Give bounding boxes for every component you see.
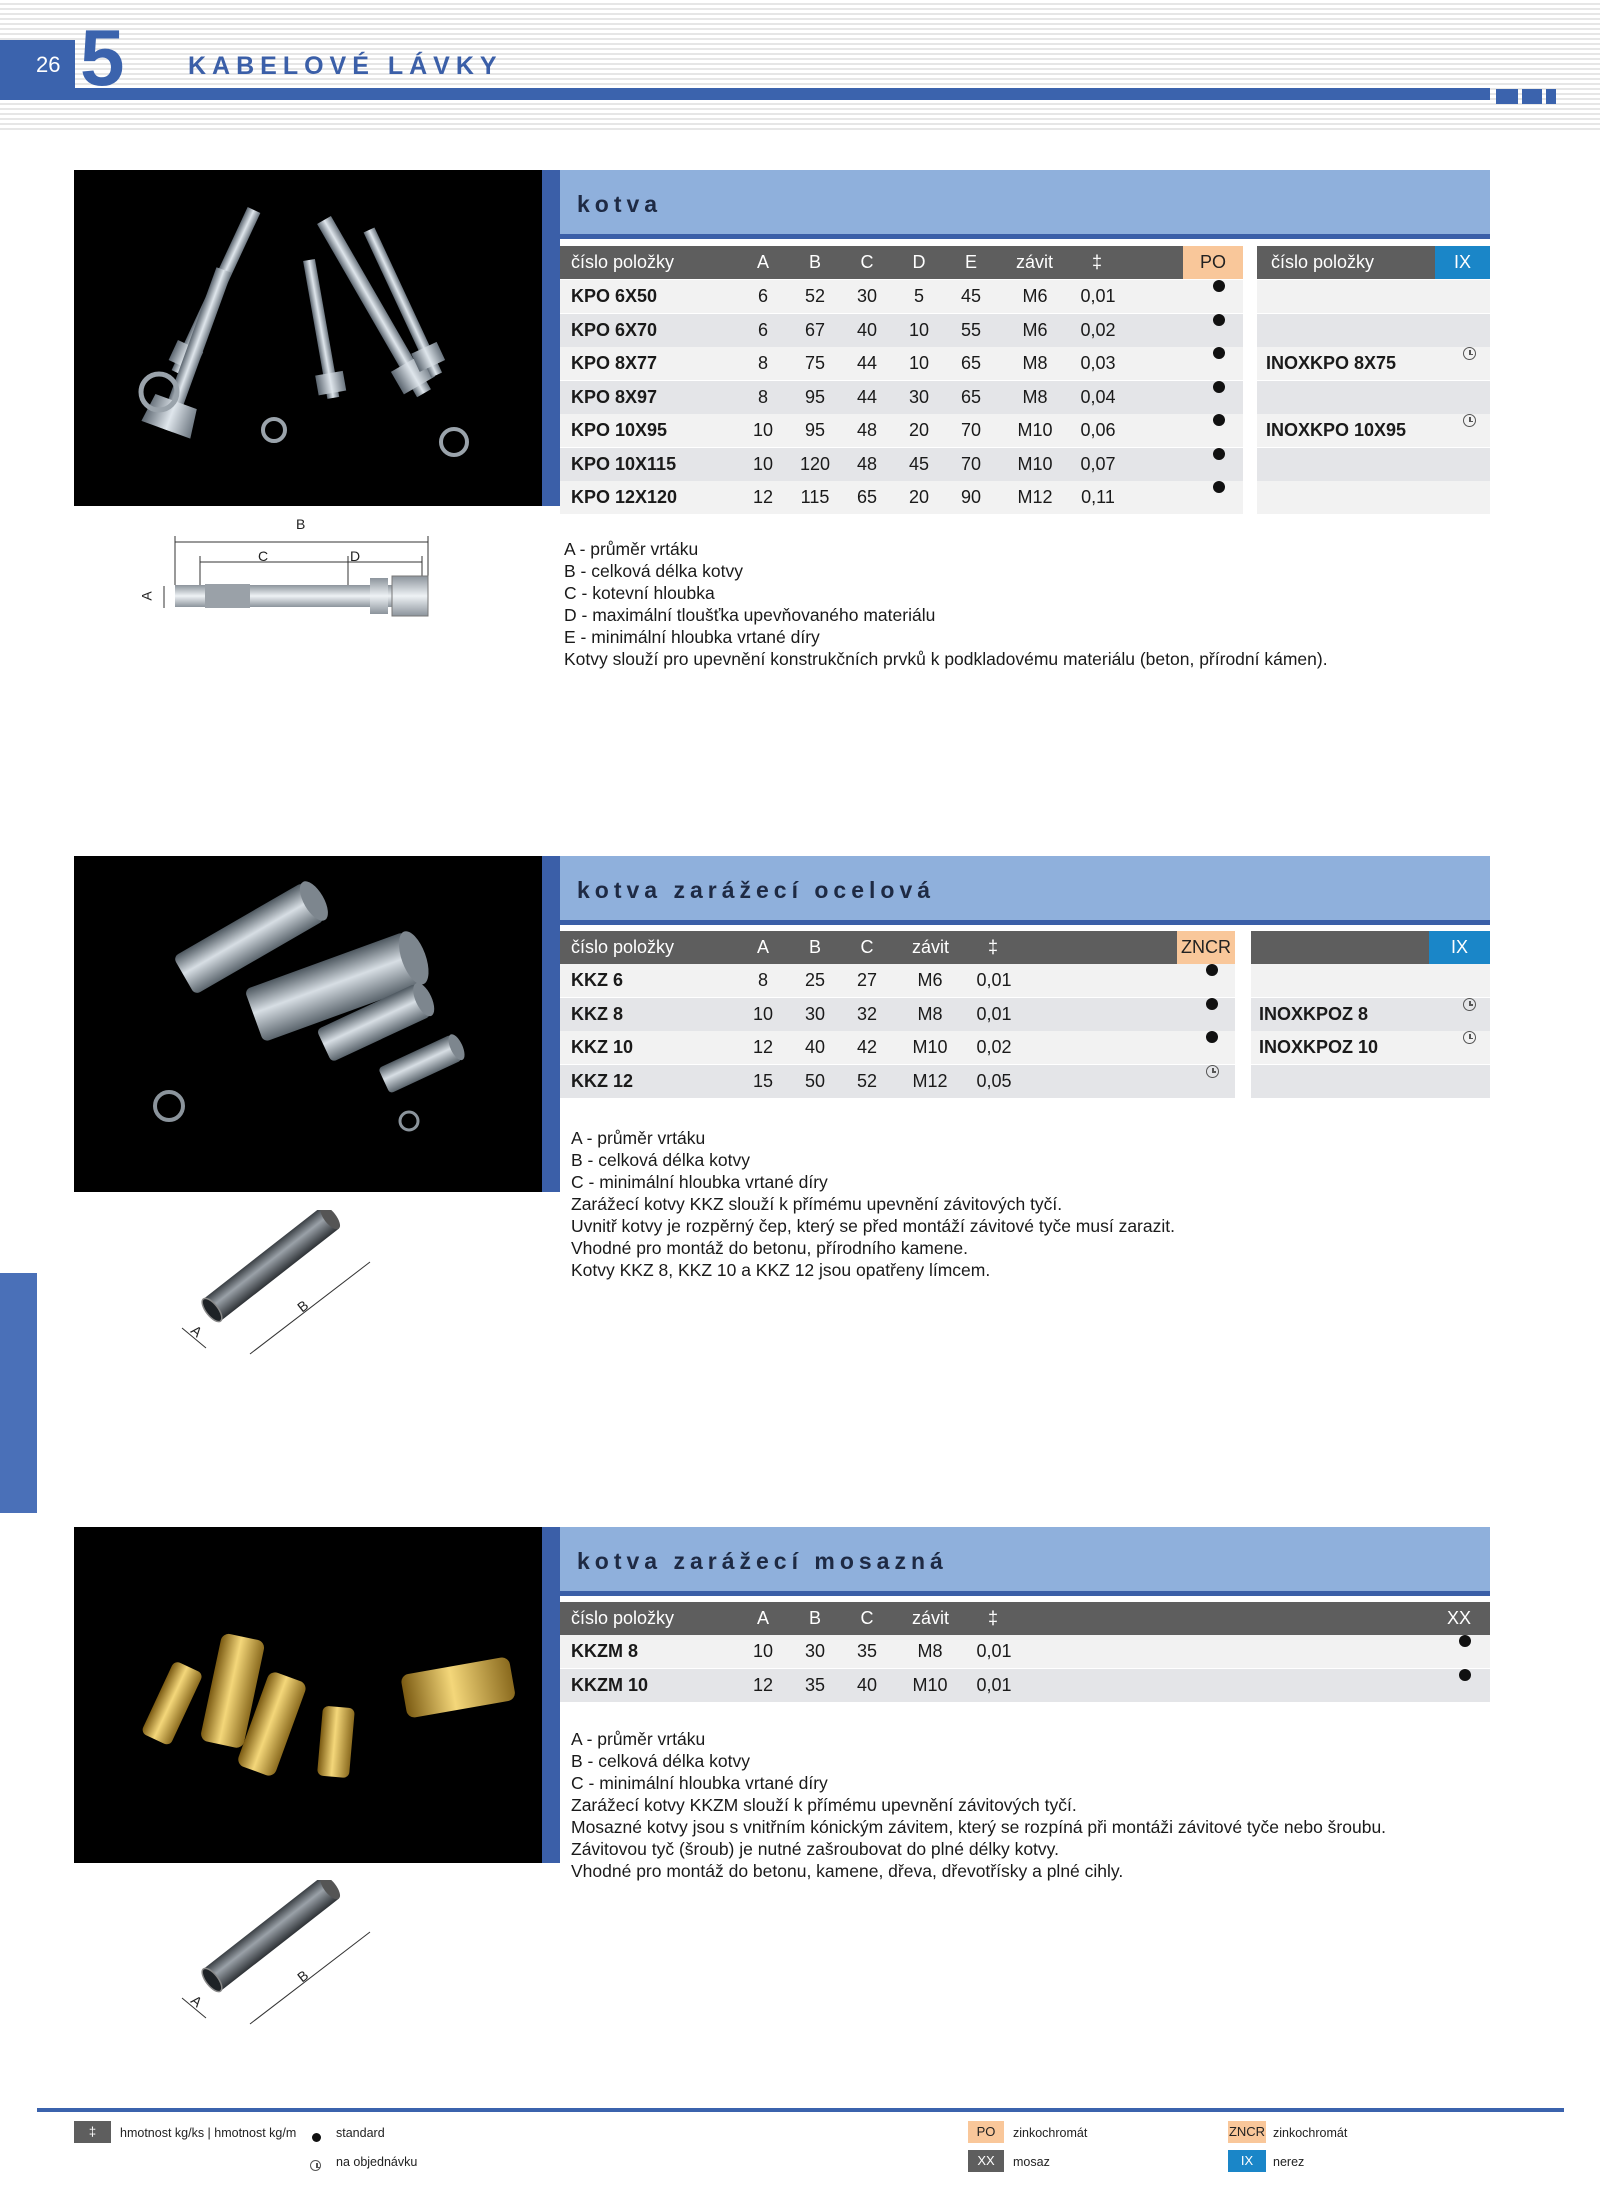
- header-decor-square: [1546, 89, 1556, 104]
- table-row: [560, 280, 1243, 313]
- col-header-b: B: [808, 252, 822, 272]
- cell-weight: 0,04: [1080, 386, 1116, 407]
- description-line: B - celková délka kotvy: [571, 1150, 750, 1170]
- cell-weight: 0,01: [976, 970, 1012, 990]
- table-row: [560, 1031, 1235, 1064]
- cell-c: 65: [856, 487, 878, 507]
- col-header-zncr: ZNCR: [1177, 931, 1235, 964]
- clock-icon: [1463, 414, 1476, 427]
- cell-c: 48: [856, 453, 878, 474]
- ix-item-code: INOXKPOZ 8: [1259, 1003, 1369, 1024]
- cell-thread: M8: [917, 1003, 943, 1024]
- cell-b: 75: [804, 353, 826, 373]
- cell-b: 52: [804, 286, 826, 306]
- standard-dot-icon: [1213, 481, 1225, 493]
- chapter-side-tab: [0, 1273, 37, 1513]
- table-row: [560, 314, 1243, 347]
- weight-icon: ‡: [1091, 252, 1103, 272]
- clock-icon: [1463, 1031, 1476, 1044]
- cell-e: 70: [960, 420, 982, 440]
- cell-a: 6: [757, 286, 769, 306]
- dimension-label-b: B: [294, 1966, 312, 1986]
- clock-icon: [310, 2157, 321, 2175]
- item-code: KPO 10X95: [571, 420, 668, 440]
- cell-a: 12: [752, 487, 774, 507]
- cell-b: 35: [804, 1674, 826, 1695]
- cell-b: 95: [804, 386, 826, 407]
- cell-weight: 0,02: [1080, 319, 1116, 340]
- cell-d: 10: [908, 353, 930, 373]
- cell-e: 65: [960, 386, 982, 407]
- header-decor-square: [1522, 89, 1542, 104]
- description-line: Vhodné pro montáž do betonu, přírodního kamene.: [571, 1238, 968, 1258]
- cell-b: 40: [804, 1037, 826, 1057]
- ix-col-header-item: číslo položky: [1271, 252, 1375, 272]
- description-kotva: [564, 538, 1328, 670]
- chapter-title: KABELOVÉ LÁVKY: [188, 52, 503, 80]
- cell-a: 6: [757, 319, 769, 340]
- ix-table-row: [1257, 481, 1490, 514]
- item-code: KKZM 10: [571, 1674, 649, 1695]
- cell-b: 30: [804, 1003, 826, 1024]
- clock-icon: [1206, 1065, 1219, 1078]
- description-line: Kotvy slouží pro upevnění konstrukčních prvků k podkladovému materiálu (beton, přírodní kámen).: [564, 649, 1328, 669]
- description-line: Závitovou tyč (šroub) je nutné zašroubovat do plné délky kotvy.: [571, 1839, 1059, 1859]
- table-row: [560, 1635, 1490, 1668]
- cell-thread: M10: [1017, 453, 1053, 474]
- item-code: KKZ 6: [571, 970, 624, 990]
- table-row: [560, 964, 1235, 997]
- cell-d: 45: [908, 453, 930, 474]
- col-header-d: D: [912, 252, 926, 272]
- description-kkz: [571, 1127, 1175, 1281]
- cell-b: 50: [804, 1070, 826, 1091]
- item-code: KPO 6X50: [571, 286, 658, 306]
- cell-c: 48: [856, 420, 878, 440]
- standard-dot-icon: [312, 2129, 321, 2147]
- description-kkzm: [571, 1728, 1386, 1882]
- cell-d: 5: [913, 286, 925, 306]
- table-row: [560, 347, 1243, 380]
- dimension-label-c: C: [258, 548, 269, 564]
- cell-weight: 0,05: [976, 1070, 1012, 1091]
- table-row: [560, 381, 1243, 414]
- cell-thread: M6: [917, 970, 943, 990]
- cell-b: 25: [804, 970, 826, 990]
- footer-rule: [37, 2108, 1564, 2112]
- cell-b: 115: [800, 487, 830, 507]
- ix-table-row: [1251, 1031, 1490, 1064]
- cell-thread: M8: [1022, 386, 1048, 407]
- description-line: Zarážecí kotvy KKZ slouží k přímému upevnění závitových tyčí.: [571, 1194, 1063, 1214]
- legend-zncr-label: zinkochromát: [1273, 2126, 1348, 2140]
- cell-thread: M10: [912, 1674, 948, 1695]
- item-code: KPO 10X115: [571, 453, 677, 474]
- ix-table-row: [1251, 1065, 1490, 1098]
- cell-weight: 0,01: [976, 1641, 1012, 1661]
- ix-table-row: [1257, 381, 1490, 414]
- description-line: D - maximální tloušťka upevňovaného materiálu: [564, 605, 936, 625]
- cell-weight: 0,01: [976, 1674, 1012, 1695]
- col-header-c: C: [860, 252, 874, 272]
- dimension-diagram-kkz: [172, 1210, 382, 1360]
- clock-icon: [1463, 998, 1476, 1011]
- cell-a: 8: [757, 353, 769, 373]
- cell-a: 10: [752, 1003, 774, 1024]
- legend-po-label: zinkochromát: [1013, 2126, 1088, 2140]
- cell-e: 65: [960, 353, 982, 373]
- page-number: 26: [36, 52, 61, 77]
- weight-icon: ‡: [987, 937, 999, 957]
- legend-ix-badge: IX: [1228, 2150, 1266, 2172]
- table-row: [560, 1669, 1490, 1702]
- cell-e: 45: [960, 286, 982, 306]
- cell-a: 12: [752, 1674, 774, 1695]
- description-line: E - minimální hloubka vrtané díry: [564, 627, 820, 647]
- cell-thread: M6: [1022, 286, 1048, 306]
- standard-dot-icon: [1206, 964, 1218, 976]
- cell-c: 40: [856, 319, 878, 340]
- cell-d: 30: [908, 386, 930, 407]
- description-line: B - celková délka kotvy: [571, 1751, 750, 1771]
- dimension-diagram-kkzm: [172, 1880, 382, 2030]
- col-header-xx: XX: [1446, 1608, 1472, 1628]
- dimension-label-b: B: [294, 1296, 312, 1316]
- cell-c: 27: [856, 970, 878, 990]
- cell-a: 8: [757, 386, 769, 407]
- product-photo-kotva: [74, 170, 542, 506]
- cell-a: 12: [752, 1037, 774, 1057]
- table-header: [560, 931, 1177, 964]
- section-title-rule: [560, 1591, 1490, 1596]
- description-line: C - minimální hloubka vrtané díry: [571, 1172, 828, 1192]
- legend-standard: standard: [336, 2126, 385, 2140]
- item-code: KPO 8X97: [571, 386, 658, 407]
- legend-xx-label: mosaz: [1013, 2155, 1050, 2169]
- section-accent-bar: [542, 170, 560, 506]
- cell-thread: M12: [912, 1070, 948, 1091]
- standard-dot-icon: [1206, 1031, 1218, 1043]
- section-title-rule: [560, 234, 1490, 239]
- legend-ix-label: nerez: [1273, 2155, 1305, 2169]
- legend-zncr-badge: ZNCR: [1228, 2121, 1266, 2143]
- standard-dot-icon: [1213, 448, 1225, 460]
- standard-dot-icon: [1459, 1635, 1471, 1647]
- table-row: [560, 448, 1243, 481]
- cell-weight: 0,03: [1080, 353, 1116, 373]
- cell-thread: M12: [1017, 487, 1053, 507]
- cell-weight: 0,02: [976, 1037, 1012, 1057]
- table-row: [560, 481, 1243, 514]
- cell-e: 55: [960, 319, 982, 340]
- item-code: KKZ 8: [571, 1003, 624, 1024]
- col-header-a: A: [756, 252, 770, 272]
- standard-dot-icon: [1213, 381, 1225, 393]
- table-row: [560, 414, 1243, 447]
- cell-b: 67: [804, 319, 826, 340]
- cell-c: 40: [856, 1674, 878, 1695]
- cell-weight: 0,01: [1080, 286, 1116, 306]
- ix-table-row: [1251, 964, 1490, 997]
- table-row: [560, 1065, 1235, 1098]
- col-header-c: C: [860, 937, 874, 957]
- standard-dot-icon: [1213, 280, 1225, 292]
- cell-b: 95: [804, 420, 826, 440]
- cell-thread: M8: [917, 1641, 943, 1661]
- item-code: KKZ 10: [571, 1037, 634, 1057]
- cell-c: 32: [856, 1003, 878, 1024]
- ix-table-header: [1251, 931, 1429, 964]
- ix-item-code: INOXKPOZ 10: [1259, 1037, 1379, 1057]
- header-decor-square: [1496, 89, 1518, 104]
- section-accent-bar: [542, 1527, 560, 1863]
- col-header-item: číslo položky: [571, 937, 675, 957]
- col-header-thread: závit: [912, 1608, 950, 1628]
- col-header-a: A: [756, 937, 770, 957]
- chapter-number: 5: [80, 13, 125, 102]
- weight-icon: ‡: [74, 2121, 111, 2143]
- description-line: Vhodné pro montáž do betonu, kamene, dřeva, dřevotřísky a plné cihly.: [571, 1861, 1124, 1881]
- item-code: KPO 8X77: [571, 353, 658, 373]
- ix-header-badge: IX: [1435, 246, 1490, 279]
- section-title-rule: [560, 920, 1490, 925]
- legend-weight: hmotnost kg/ks | hmotnost kg/m: [120, 2126, 297, 2140]
- standard-dot-icon: [1459, 1669, 1471, 1681]
- col-header-e: E: [964, 252, 978, 272]
- description-line: C - kotevní hloubka: [564, 583, 715, 603]
- dimension-label-b: B: [296, 516, 306, 532]
- cell-weight: 0,01: [976, 1003, 1012, 1024]
- ix-table-row: [1257, 314, 1490, 347]
- standard-dot-icon: [1213, 314, 1225, 326]
- cell-c: 35: [856, 1641, 878, 1661]
- cell-d: 10: [908, 319, 930, 340]
- col-header-item: číslo položky: [571, 252, 675, 272]
- col-header-b: B: [808, 937, 822, 957]
- description-line: A - průměr vrtáku: [571, 1729, 706, 1749]
- cell-thread: M8: [1022, 353, 1048, 373]
- section-title: kotva: [577, 191, 663, 217]
- section-accent-bar: [542, 856, 560, 1192]
- ix-table-row: [1257, 280, 1490, 313]
- cell-a: 10: [752, 1641, 774, 1661]
- ix-table-row: [1257, 414, 1490, 447]
- cell-c: 44: [856, 353, 878, 373]
- cell-weight: 0,11: [1081, 487, 1115, 507]
- product-photo-kkz: [74, 856, 542, 1192]
- cell-c: 52: [856, 1070, 878, 1091]
- item-code: KKZ 12: [571, 1070, 634, 1091]
- description-line: Uvnitř kotvy je rozpěrný čep, který se před montáží závitové tyče musí zarazit.: [571, 1216, 1175, 1236]
- standard-dot-icon: [1206, 998, 1218, 1010]
- description-line: Zarážecí kotvy KKZM slouží k přímému upevnění závitových tyčí.: [571, 1795, 1077, 1815]
- cell-thread: M10: [912, 1037, 948, 1057]
- cell-b: 120: [799, 453, 831, 474]
- ix-table-row: [1251, 998, 1490, 1031]
- cell-b: 30: [804, 1641, 826, 1661]
- description-line: B - celková délka kotvy: [564, 561, 743, 581]
- clock-icon: [1463, 347, 1476, 360]
- cell-d: 20: [908, 487, 930, 507]
- item-code: KKZM 8: [571, 1641, 638, 1661]
- description-line: Mosazné kotvy jsou s vnitřním kónickým závitem, který se rozpíná při montáži závitové tyče nebo šroubu.: [571, 1817, 1387, 1837]
- cell-c: 42: [856, 1037, 878, 1057]
- col-header-a: A: [756, 1608, 770, 1628]
- dimension-label-a: A: [187, 1321, 206, 1341]
- col-header-po: PO: [1183, 246, 1243, 279]
- col-header-b: B: [808, 1608, 822, 1628]
- legend-xx-badge: XX: [968, 2150, 1004, 2172]
- ix-item-code: INOXKPO 8X75: [1266, 353, 1397, 373]
- cell-weight: 0,07: [1080, 453, 1116, 474]
- description-line: A - průměr vrtáku: [571, 1128, 706, 1148]
- col-header-c: C: [860, 1608, 874, 1628]
- header-rule: [0, 88, 1490, 100]
- cell-a: 8: [757, 970, 769, 990]
- cell-thread: M10: [1017, 420, 1053, 440]
- cell-thread: M6: [1022, 319, 1048, 340]
- dimension-diagram-kotva: [130, 516, 450, 635]
- standard-dot-icon: [1213, 347, 1225, 359]
- cell-a: 10: [752, 420, 774, 440]
- col-header-thread: závit: [1016, 252, 1054, 272]
- legend-po-badge: PO: [968, 2121, 1004, 2143]
- weight-icon: ‡: [987, 1608, 999, 1628]
- standard-dot-icon: [1213, 414, 1225, 426]
- ix-header-badge: IX: [1429, 931, 1490, 964]
- cell-weight: 0,06: [1080, 420, 1116, 440]
- dimension-label-d: D: [350, 548, 361, 564]
- description-line: C - minimální hloubka vrtané díry: [571, 1773, 828, 1793]
- legend-order: na objednávku: [336, 2155, 418, 2169]
- ix-table-row: [1257, 347, 1490, 380]
- table-header: [560, 1602, 1490, 1635]
- product-photo-kkzm: [74, 1527, 542, 1863]
- description-line: Kotvy KKZ 8, KKZ 10 a KKZ 12 jsou opatřeny límcem.: [571, 1260, 991, 1280]
- col-header-thread: závit: [912, 937, 950, 957]
- cell-e: 70: [960, 453, 982, 474]
- item-code: KPO 6X70: [571, 319, 658, 340]
- dimension-label-a: A: [187, 1991, 206, 2011]
- cell-d: 20: [908, 420, 930, 440]
- cell-a: 15: [752, 1070, 774, 1091]
- section-title: kotva zarážecí ocelová: [577, 877, 936, 903]
- dimension-label-a: A: [138, 591, 155, 601]
- ix-table-header: [1257, 246, 1435, 279]
- cell-c: 30: [856, 286, 878, 306]
- ix-item-code: INOXKPO 10X95: [1266, 420, 1407, 440]
- col-header-item: číslo položky: [571, 1608, 675, 1628]
- section-title: kotva zarážecí mosazná: [577, 1548, 948, 1574]
- cell-c: 44: [856, 386, 878, 407]
- cell-a: 10: [752, 453, 774, 474]
- table-header: [560, 246, 1183, 279]
- section-title-band: [560, 170, 1490, 234]
- ix-table-row: [1257, 448, 1490, 481]
- description-line: A - průměr vrtáku: [564, 539, 699, 559]
- item-code: KPO 12X120: [571, 487, 678, 507]
- table-row: [560, 998, 1235, 1031]
- cell-e: 90: [960, 487, 982, 507]
